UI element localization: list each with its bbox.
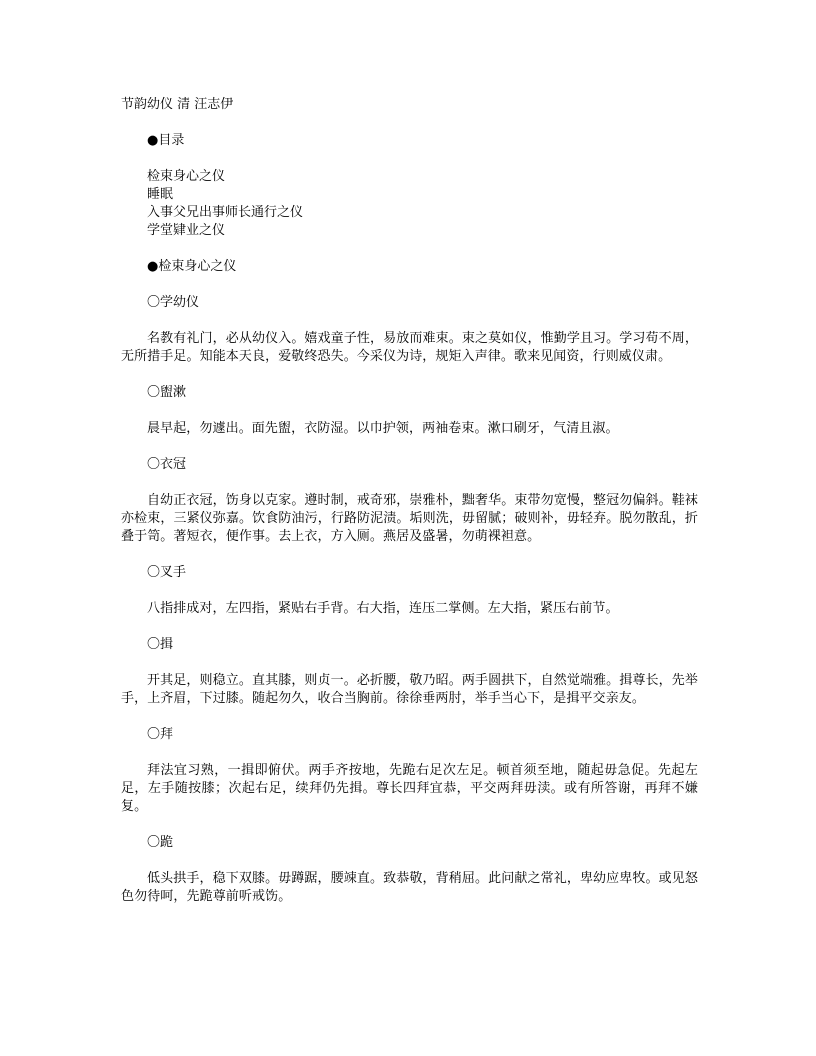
spacer: [121, 816, 698, 834]
spacer: [121, 474, 698, 492]
spacer: [121, 366, 698, 384]
section-body: 开其足，则稳立。直其膝，则贞一。必折腰，敬乃昭。两手圆拱下，自然觉端雅。揖尊长，先举手，上齐眉，下过膝。随起勿久，收合当胸前。徐徐垂两肘，举手当心下，是揖平交亲友。: [121, 673, 698, 706]
section-heading: 〇学幼仪: [147, 295, 200, 310]
spacer: [121, 654, 698, 672]
toc-heading: ●目录: [147, 133, 185, 148]
section-heading: 〇揖: [147, 637, 174, 652]
section-body: 名教有礼门，必从幼仪入。嬉戏童子性，易放而难束。束之莫如仪，惟勤学且习。学习苟不周，无所措手足。知能本天良，爱敬终恐失。今采仪为诗，规矩入声律。歌来见闻资，行则威仪肃。: [121, 331, 698, 364]
spacer: [121, 276, 698, 294]
document-page: [121, 96, 698, 906]
section-body: 八指排成对，左四指，紧贴右手背。右大指，连压二掌侧。左大指，紧压右前节。: [147, 601, 619, 616]
section-heading: 〇盥漱: [147, 385, 187, 400]
spacer: [121, 618, 698, 636]
spacer: [121, 852, 698, 870]
section-body: 低头拱手，稳下双膝。毋蹲踞，腰竦直。致恭敬，背稍屈。此问献之常礼，卑幼应卑牧。或见怒色勿待呵，先跪尊前听戒饬。: [121, 871, 698, 904]
section-body: 拜法宜习熟，一揖即俯伏。两手齐按地，先跪右足次左足。顿首须至地，随起毋急促。先起左足，左手随按膝；次起右足，续拜仍先揖。尊长四拜宜恭，平交两拜毋渎。或有所答谢，再拜不嫌复。: [121, 763, 698, 814]
spacer: [121, 438, 698, 456]
section-heading: 〇衣冠: [147, 457, 187, 472]
section-heading: 〇叉手: [147, 565, 187, 580]
section-heading: 〇拜: [147, 727, 174, 742]
document-title: 节韵幼仪 清 汪志伊: [121, 97, 234, 112]
spacer: [121, 402, 698, 420]
toc-item[interactable]: 检束身心之仪: [147, 169, 226, 184]
spacer: [121, 312, 698, 330]
spacer: [121, 240, 698, 258]
section-heading: 〇跪: [147, 835, 174, 850]
spacer: [121, 708, 698, 726]
section-body: 自幼正衣冠，饬身以克家。遵时制，戒奇邪，崇雅朴，黜奢华。束带勿宽慢，整冠勿偏斜。鞋袜亦检束，三紧仪弥嘉。饮食防油污，行路防泥渍。垢则洗，毋留腻；破则补，毋轻弃。脱勿散乱，折叠于笥。著短衣，便作事。去上衣，方入厕。燕居及盛暑，勿萌裸袒意。: [121, 493, 698, 544]
table-of-contents: [121, 168, 698, 240]
toc-item[interactable]: 睡眠: [147, 187, 174, 202]
toc-item[interactable]: 学堂肄业之仪: [147, 223, 226, 238]
spacer: [121, 546, 698, 564]
spacer: [121, 582, 698, 600]
spacer: [121, 114, 698, 132]
spacer: [121, 150, 698, 168]
toc-item[interactable]: 入事父兄出事师长通行之仪: [147, 205, 304, 220]
chapter-heading: ●检束身心之仪: [147, 259, 237, 274]
section-body: 晨早起，勿遽出。面先盥，衣防湿。以巾护领，两袖卷束。漱口刷牙，气清且淑。: [147, 421, 619, 436]
spacer: [121, 744, 698, 762]
